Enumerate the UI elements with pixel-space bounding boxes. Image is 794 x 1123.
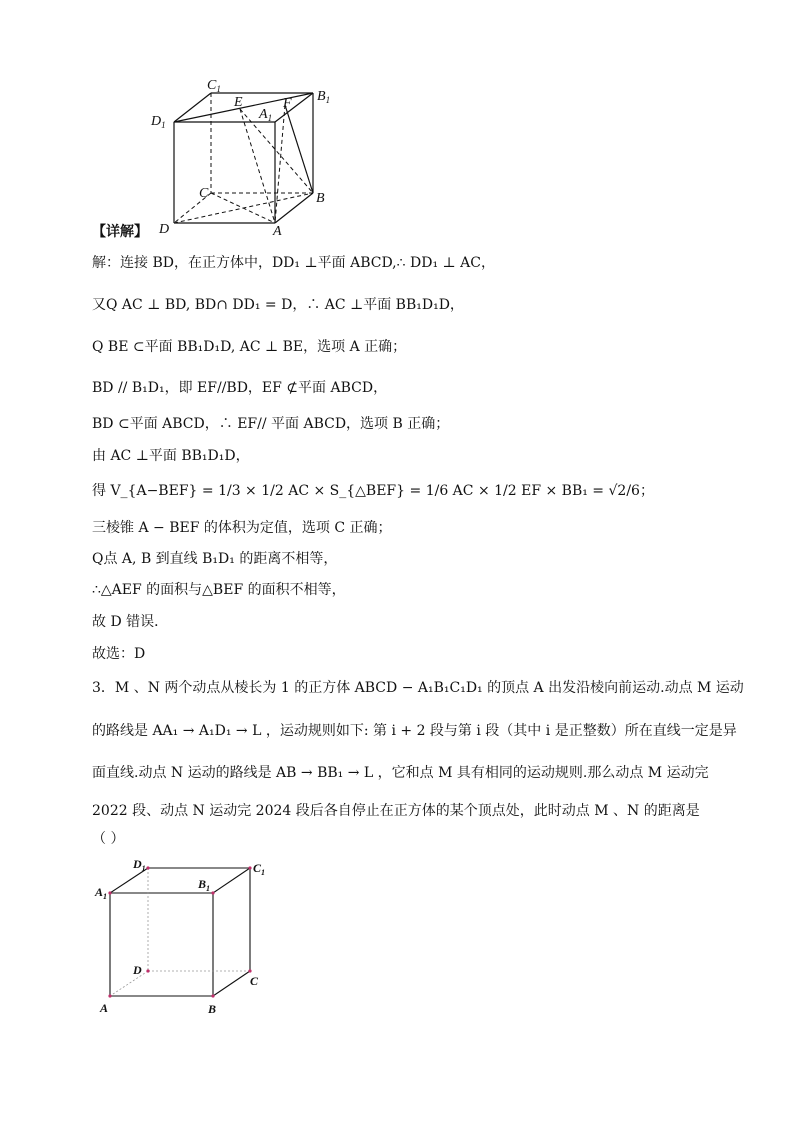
- solution-line-12: 故选：D: [92, 646, 146, 662]
- problem3-line-4: 2022 段、动点 N 运动完 2024 段后各自停止在正方体的某个顶点处，此时动点 M 、N 的距离是: [92, 803, 700, 819]
- label-c: C: [199, 186, 209, 201]
- label2-c: C: [250, 974, 259, 988]
- label-a: A: [273, 224, 282, 239]
- solution-line-6: 由 AC ⊥平面 BB₁D₁D，: [92, 448, 250, 464]
- solution-line-8: 三棱锥 A − BEF 的体积为定值，选项 C 正确；: [92, 520, 392, 536]
- problem3-line-2: 的路线是 AA₁ → A₁D₁ → L ，运动规则如下: 第 i + 2 段与第 i 段（其中 i 是正整数）所在直线一定是异: [92, 723, 737, 739]
- label-a1: $A_1$: [259, 107, 273, 123]
- label-f: F: [283, 96, 292, 111]
- problem3-line-1: 3．M 、N 两个动点从棱长为 1 的正方体 ABCD − A₁B₁C₁D₁ 的顶点 A 出发沿棱向前运动.动点 M 运动: [92, 680, 744, 696]
- solution-line-7-volume-formula: 得 V_{A−BEF} = 1/3 × 1/2 AC × S_{△BEF} = 1/6 AC × 1/2 EF × BB₁ = √2/6；: [92, 483, 654, 499]
- solution-line-9: Q点 A, B 到直线 B₁D₁ 的距离不相等，: [92, 551, 338, 567]
- detail-label: 【详解】: [92, 224, 148, 240]
- solution-line-1: 解：连接 BD，在正方体中，DD₁ ⊥平面 ABCD,∴ DD₁ ⊥ AC，: [92, 255, 495, 271]
- solution-line-10: ∴△AEF 的面积与△BEF 的面积不相等，: [92, 582, 346, 598]
- label2-b1: $B_1$: [198, 877, 211, 893]
- solution-line-4: BD // B₁D₁，即 EF//BD，EF ⊄平面 ABCD，: [92, 380, 388, 396]
- label-b1: $B_1$: [317, 89, 331, 105]
- problem3-line-5-answer-blank: （ ）: [92, 831, 125, 847]
- label-b: B: [316, 191, 325, 206]
- label-e: E: [234, 95, 243, 110]
- cube-figure-2: [92, 850, 282, 1025]
- solution-line-2: 又Q AC ⊥ BD, BD∩ DD₁ = D，∴ AC ⊥平面 BB₁D₁D，: [92, 297, 464, 313]
- label-c1: $C_1$: [207, 78, 221, 94]
- label-d: D: [159, 222, 170, 237]
- solution-line-5: BD ⊂平面 ABCD，∴ EF// 平面 ABCD，选项 B 正确；: [92, 416, 450, 432]
- label2-d: D: [133, 963, 142, 977]
- problem3-line-3: 面直线.动点 N 运动的路线是 AB → BB₁ → L ，它和点 M 具有相同的运动规则.那么动点 M 运动完: [92, 765, 709, 781]
- label2-d1: $D_1$: [133, 857, 146, 873]
- label2-a1: $A_1$: [95, 885, 108, 901]
- label-d1: $D_1$: [151, 114, 166, 130]
- solution-line-11: 故 D 错误．: [92, 614, 169, 630]
- cube-figure-1: [145, 75, 345, 240]
- solution-line-3: Q BE ⊂平面 BB₁D₁D, AC ⊥ BE，选项 A 正确；: [92, 339, 407, 355]
- label2-c1: $C_1$: [253, 861, 266, 877]
- label2-b: B: [208, 1002, 217, 1016]
- label2-a: A: [100, 1001, 109, 1015]
